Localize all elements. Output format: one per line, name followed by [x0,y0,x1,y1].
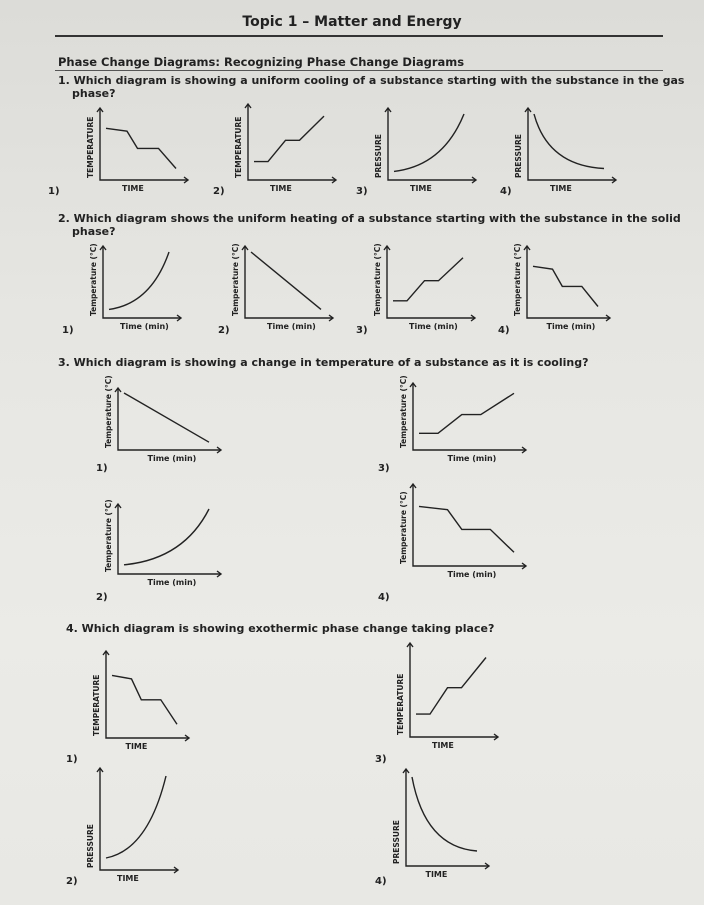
q4-option-2-graph [98,768,180,874]
graph-axes [413,484,526,566]
q3-option-1-y-axis-label: Temperature (°C) [104,375,113,448]
graph-curve [124,509,209,565]
q2-option-1-x-axis-label: Time (min) [120,322,169,331]
graph-axes [528,108,616,180]
q1-option-4-x-axis-label: TIME [550,184,572,193]
q4-option-1-graph [104,651,191,742]
q1-option-3-number: 3) [356,186,368,197]
q1-option-2-y-axis-label: TEMPERATURE [234,116,243,178]
q1-option-1-graph [98,108,190,184]
q3-option-3-x-axis-label: Time (min) [447,454,497,463]
graph-curve [124,393,209,442]
q4-option-4-graph [404,769,491,870]
q3-option-3-graph [411,383,528,454]
graph-axes [387,246,475,318]
question-1-text [58,74,684,100]
q4-option-1-number: 1) [66,754,78,765]
q2-option-3-y-axis-label: Temperature (°C) [373,243,382,316]
q1-option-1-number: 1) [48,186,60,197]
graph-axes [388,108,476,180]
graph-axes [106,651,189,738]
q1-option-4-y-axis-label: PRESSURE [514,134,523,178]
q2-option-2-y-axis-label: Temperature (°C) [231,243,240,316]
q2-option-2-x-axis-label: Time (min) [267,322,316,331]
q1-option-3-y-axis-label: PRESSURE [374,134,383,178]
graph-curve [394,114,464,171]
question-2-text [58,212,681,238]
graph-curve [112,675,177,724]
q2-option-3-graph [385,246,477,322]
q3-option-2-y-axis-label: Temperature (°C) [104,499,113,572]
graph-curve [254,116,324,162]
q2-option-3-number: 3) [356,325,368,336]
q1-option-4-graph [526,108,618,184]
q4-option-2-number: 2) [66,876,78,887]
q3-option-2-graph [116,504,223,578]
question-2-line-2: phase? [72,225,116,238]
q2-option-1-y-axis-label: Temperature (°C) [89,243,98,316]
q1-option-2-graph [246,104,338,184]
q1-option-1-y-axis-label: TEMPERATURE [86,116,95,178]
graph-axes [100,768,178,870]
graph-curve [419,506,514,552]
q4-option-1-y-axis-label: TEMPERATURE [92,674,101,736]
q2-option-4-graph [525,246,612,322]
page-title: Topic 1 – Matter and Energy [242,14,462,30]
q4-option-2-y-axis-label: PRESSURE [86,824,95,868]
graph-axes [410,643,498,737]
question-4-text: 4. Which diagram is showing exothermic phase change taking place? [66,622,495,635]
subtitle-divider [55,70,663,71]
q3-option-1-number: 1) [96,463,108,474]
graph-curve [393,258,463,301]
graph-curve [416,658,486,715]
q2-option-4-number: 4) [498,325,510,336]
q3-option-2-number: 2) [96,592,108,603]
graph-axes [100,108,188,180]
q2-option-4-y-axis-label: Temperature (°C) [513,243,522,316]
graph-curve [533,266,598,306]
question-1-line-2: phase? [72,87,116,100]
q1-option-1-x-axis-label: TIME [122,184,144,193]
q3-option-4-x-axis-label: Time (min) [447,570,497,579]
q4-option-2-x-axis-label: TIME [117,874,139,883]
q3-option-4-y-axis-label: Temperature (°C) [399,491,408,564]
graph-curve [419,393,514,433]
q2-option-2-number: 2) [218,325,230,336]
graph-axes [103,246,181,318]
q4-option-1-x-axis-label: TIME [125,742,148,751]
q3-option-1-x-axis-label: Time (min) [147,454,197,463]
graph-axes [248,104,336,180]
q2-option-4-x-axis-label: Time (min) [546,322,596,331]
graph-curve [106,776,166,858]
q1-option-2-x-axis-label: TIME [270,184,292,193]
q3-option-4-number: 4) [378,592,390,603]
graph-axes [527,246,610,318]
graph-axes [245,246,333,318]
question-1-line-1: 1. Which diagram is showing a uniform cooling of a substance starting with the substance in the gas [58,74,685,87]
q1-option-2-number: 2) [213,186,225,197]
q1-option-4-number: 4) [500,186,512,197]
q2-option-1-number: 1) [62,325,74,336]
graph-curve [251,252,321,309]
q3-option-3-number: 3) [378,463,390,474]
graph-curve [106,128,176,168]
q4-option-3-y-axis-label: TEMPERATURE [396,673,405,735]
graph-curve [534,114,604,169]
question-3-text: 3. Which diagram is showing a change in temperature of a substance as it is cooling? [58,356,589,369]
q4-option-3-x-axis-label: TIME [432,741,454,750]
section-subtitle: Phase Change Diagrams: Recognizing Phase Change Diagrams [58,55,465,69]
q4-option-3-graph [408,643,500,741]
question-2-line-1: 2. Which diagram shows the uniform heating of a substance starting with the substance in the solid [58,212,681,225]
q3-option-1-graph [116,388,223,454]
title-divider [55,35,663,37]
q2-option-3-x-axis-label: Time (min) [409,322,458,331]
graph-axes [413,383,526,450]
q3-option-3-y-axis-label: Temperature (°C) [399,375,408,448]
q4-option-4-y-axis-label: PRESSURE [392,820,401,864]
q3-option-4-graph [411,484,528,570]
graph-curve [109,252,169,309]
q3-option-2-x-axis-label: Time (min) [147,578,197,587]
graph-curve [412,777,477,851]
q2-option-1-graph [101,246,183,322]
q1-option-3-x-axis-label: TIME [410,184,432,193]
q2-option-2-graph [243,246,335,322]
q4-option-4-number: 4) [375,876,387,887]
q1-option-3-graph [386,108,478,184]
q4-option-3-number: 3) [375,754,387,765]
q4-option-4-x-axis-label: TIME [425,870,448,879]
